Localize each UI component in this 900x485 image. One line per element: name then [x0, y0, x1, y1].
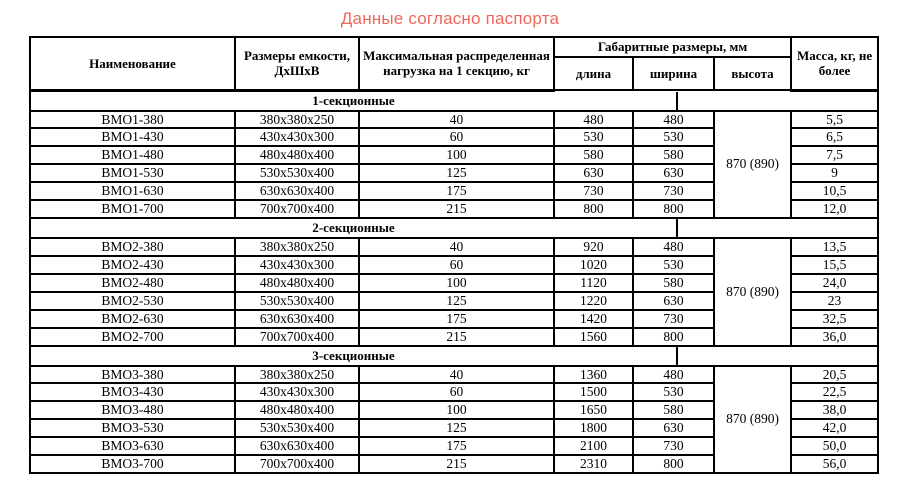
size-cell: 630х630х400 [235, 437, 359, 455]
size-cell: 480х480х400 [235, 401, 359, 419]
name-cell: ВМО3-700 [30, 455, 235, 473]
mass-cell: 23 [791, 292, 878, 310]
load-cell: 40 [359, 238, 554, 256]
size-cell: 380х380х250 [235, 238, 359, 256]
section-label: 2-секционные [31, 219, 678, 237]
height-cell: 870 (890) [714, 366, 791, 474]
length-cell: 1220 [554, 292, 633, 310]
width-cell: 530 [633, 128, 714, 146]
size-cell: 530х530х400 [235, 292, 359, 310]
section-filler [678, 219, 877, 237]
size-cell: 480х480х400 [235, 146, 359, 164]
width-cell: 730 [633, 437, 714, 455]
width-cell: 630 [633, 419, 714, 437]
load-cell: 125 [359, 419, 554, 437]
mass-cell: 42,0 [791, 419, 878, 437]
width-cell: 480 [633, 111, 714, 129]
width-cell: 480 [633, 238, 714, 256]
table-row [30, 238, 878, 256]
name-cell: ВМО1-630 [30, 182, 235, 200]
size-cell: 630х630х400 [235, 310, 359, 328]
size-cell: 430х430х300 [235, 128, 359, 146]
size-cell: 700х700х400 [235, 455, 359, 473]
height-cell: 870 (890) [714, 111, 791, 219]
mass-cell: 6,5 [791, 128, 878, 146]
length-cell: 630 [554, 164, 633, 182]
column-header-mass: Масса, кг, не более [791, 37, 878, 90]
mass-cell: 24,0 [791, 274, 878, 292]
load-cell: 60 [359, 383, 554, 401]
length-cell: 1650 [554, 401, 633, 419]
mass-cell: 13,5 [791, 238, 878, 256]
name-cell: ВМО1-430 [30, 128, 235, 146]
table-row [30, 366, 878, 384]
name-cell: ВМО3-630 [30, 437, 235, 455]
spec-table [29, 36, 879, 474]
length-cell: 1560 [554, 328, 633, 346]
name-cell: ВМО3-430 [30, 383, 235, 401]
section-header-row-1 [30, 90, 878, 111]
column-header-overall-dims: Габаритные размеры, мм [554, 37, 791, 57]
width-cell: 800 [633, 200, 714, 218]
section-filler [678, 347, 877, 365]
load-cell: 40 [359, 366, 554, 384]
section-label: 3-секционные [31, 347, 678, 365]
load-cell: 215 [359, 455, 554, 473]
size-cell: 530х530х400 [235, 164, 359, 182]
name-cell: ВМО2-380 [30, 238, 235, 256]
size-cell: 430х430х300 [235, 383, 359, 401]
size-cell: 630х630х400 [235, 182, 359, 200]
column-header-max-load: Максимальная распределенная нагрузка на 1 секцию, кг [359, 37, 554, 90]
size-cell: 380х380х250 [235, 366, 359, 384]
mass-cell: 50,0 [791, 437, 878, 455]
column-header-name: Наименование [30, 37, 235, 90]
length-cell: 2100 [554, 437, 633, 455]
load-cell: 60 [359, 128, 554, 146]
mass-cell: 7,5 [791, 146, 878, 164]
mass-cell: 5,5 [791, 111, 878, 129]
mass-cell: 15,5 [791, 256, 878, 274]
width-cell: 630 [633, 164, 714, 182]
name-cell: ВМО3-380 [30, 366, 235, 384]
width-cell: 800 [633, 328, 714, 346]
width-cell: 480 [633, 366, 714, 384]
size-cell: 700х700х400 [235, 200, 359, 218]
mass-cell: 20,5 [791, 366, 878, 384]
mass-cell: 22,5 [791, 383, 878, 401]
length-cell: 1360 [554, 366, 633, 384]
size-cell: 700х700х400 [235, 328, 359, 346]
size-cell: 380х380х250 [235, 111, 359, 129]
mass-cell: 56,0 [791, 455, 878, 473]
header-row-top [30, 37, 878, 57]
load-cell: 175 [359, 310, 554, 328]
length-cell: 580 [554, 146, 633, 164]
mass-cell: 10,5 [791, 182, 878, 200]
load-cell: 125 [359, 292, 554, 310]
name-cell: ВМО1-480 [30, 146, 235, 164]
width-cell: 730 [633, 310, 714, 328]
mass-cell: 32,5 [791, 310, 878, 328]
height-cell: 870 (890) [714, 238, 791, 346]
length-cell: 920 [554, 238, 633, 256]
width-cell: 580 [633, 146, 714, 164]
width-cell: 530 [633, 256, 714, 274]
load-cell: 100 [359, 401, 554, 419]
length-cell: 1120 [554, 274, 633, 292]
length-cell: 1800 [554, 419, 633, 437]
length-cell: 1020 [554, 256, 633, 274]
width-cell: 530 [633, 383, 714, 401]
length-cell: 730 [554, 182, 633, 200]
name-cell: ВМО1-530 [30, 164, 235, 182]
length-cell: 2310 [554, 455, 633, 473]
load-cell: 175 [359, 182, 554, 200]
name-cell: ВМО1-700 [30, 200, 235, 218]
load-cell: 175 [359, 437, 554, 455]
length-cell: 1420 [554, 310, 633, 328]
width-cell: 580 [633, 401, 714, 419]
table-row [30, 111, 878, 129]
name-cell: ВМО2-700 [30, 328, 235, 346]
page-title: Данные согласно паспорта [340, 9, 560, 28]
column-header-container-size: Размеры емкости, ДхШхВ [235, 37, 359, 90]
column-header-length: длина [554, 57, 633, 90]
size-cell: 430х430х300 [235, 256, 359, 274]
mass-cell: 36,0 [791, 328, 878, 346]
size-cell: 480х480х400 [235, 274, 359, 292]
section-header-row-2 [30, 218, 878, 238]
name-cell: ВМО2-630 [30, 310, 235, 328]
name-cell: ВМО3-530 [30, 419, 235, 437]
mass-cell: 9 [791, 164, 878, 182]
length-cell: 1500 [554, 383, 633, 401]
section-header-row-3 [30, 346, 878, 366]
column-header-height: высота [714, 57, 791, 90]
width-cell: 730 [633, 182, 714, 200]
length-cell: 480 [554, 111, 633, 129]
mass-cell: 38,0 [791, 401, 878, 419]
name-cell: ВМО2-530 [30, 292, 235, 310]
length-cell: 530 [554, 128, 633, 146]
mass-cell: 12,0 [791, 200, 878, 218]
load-cell: 215 [359, 200, 554, 218]
load-cell: 60 [359, 256, 554, 274]
name-cell: ВМО2-430 [30, 256, 235, 274]
width-cell: 630 [633, 292, 714, 310]
length-cell: 800 [554, 200, 633, 218]
width-cell: 800 [633, 455, 714, 473]
load-cell: 215 [359, 328, 554, 346]
load-cell: 100 [359, 274, 554, 292]
load-cell: 40 [359, 111, 554, 129]
name-cell: ВМО2-480 [30, 274, 235, 292]
load-cell: 125 [359, 164, 554, 182]
name-cell: ВМО1-380 [30, 111, 235, 129]
size-cell: 530х530х400 [235, 419, 359, 437]
name-cell: ВМО3-480 [30, 401, 235, 419]
width-cell: 580 [633, 274, 714, 292]
section-filler [678, 92, 877, 110]
column-header-width: ширина [633, 57, 714, 90]
section-label: 1-секционные [31, 92, 678, 110]
load-cell: 100 [359, 146, 554, 164]
